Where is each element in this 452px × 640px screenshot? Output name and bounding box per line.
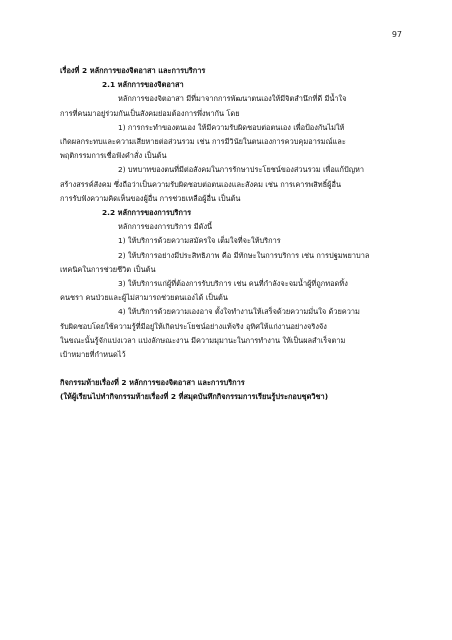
list-item-line: รับผิดชอบโดยใช้ความรู้ที่มีอยู่ให้เกิดประโยชน์อย่างแท้จริง อุทิศให้แก่งานอย่างจริงจัง bbox=[60, 321, 327, 331]
activity-note: (ให้ผู้เรียนไปทำกิจกรรมท้ายเรื่องที่ 2 ที่สมุดบันทึกกิจกรรมการเรียนรู้ประกอบชุดวิชา) bbox=[60, 392, 329, 402]
list-item-line: 2) ให้บริการอย่างมีประสิทธิภาพ คือ มีทักษะในการบริการ เช่น การปฐมพยาบาล bbox=[118, 250, 370, 260]
page-content bbox=[60, 64, 395, 405]
list-item-line: 3) ให้บริการแก่ผู้ที่ต้องการรับบริการ เช่น คนที่กำลังจะจมน้ำผู้ที่ถูกทอดทิ้ง bbox=[118, 279, 348, 289]
list-item-line: เกิดผลกระทบและความเสียหายต่อส่วนรวม เช่น การมีวินัยในตนเองการควบคุมอารมณ์และ bbox=[60, 137, 346, 147]
list-item-line: คนชรา คนป่วยและผู้ไม่สามารถช่วยตนเองได้ เป็นต้น bbox=[60, 293, 228, 303]
subsection-heading-2-2: 2.2 หลักการของการบริการ bbox=[102, 208, 192, 218]
page-number: 97 bbox=[391, 30, 402, 39]
list-item-line: สร้างสรรค์สังคม ซึ่งถือว่าเป็นความรับผิดชอบต่อตนเองและสังคม เช่น การเคารพสิทธิ์ผู้อื่น bbox=[60, 179, 342, 189]
section-title: เรื่องที่ 2 หลักการของจิตอาสา และการบริการ bbox=[60, 66, 206, 75]
list-item-line: 2) บทบาทของตนที่มีต่อสังคมในการรักษาประโยชน์ของส่วนรวม เพื่อแก้ปัญหา bbox=[118, 165, 365, 175]
paragraph-line: หลักการของจิตอาสา มีที่มาจากการพัฒนาตนเองให้มีจิตสำนึกที่ดี มีน้ำใจ bbox=[118, 94, 347, 104]
list-item-line: เป้าหมายที่กำหนดไว้ bbox=[60, 350, 126, 360]
list-item-line: 1) ให้บริการด้วยความสมัครใจ เต็มใจที่จะให้บริการ bbox=[118, 236, 281, 246]
list-item-line: 4) ให้บริการด้วยความเองอาจ ตั้งใจทำงานให้เสร็จด้วยความมั่นใจ ด้วยความ bbox=[118, 307, 360, 317]
spacer bbox=[60, 362, 395, 376]
activity-title: กิจกรรมท้ายเรื่องที่ 2 หลักการของจิตอาสา และการบริการ bbox=[60, 378, 245, 388]
list-item-line: การรับฟังความคิดเห็นของผู้อื่น การช่วยเหลือผู้อื่น เป็นต้น bbox=[60, 193, 241, 203]
list-item-line: เทคนิคในการช่วยชีวิต เป็นต้น bbox=[60, 264, 156, 274]
paragraph-line: หลักการของการบริการ มีดังนี้ bbox=[118, 222, 213, 232]
subsection-heading-2-1: 2.1 หลักการของจิตอาสา bbox=[102, 80, 184, 90]
paragraph-line: การที่คนมาอยู่ร่วมกันเป็นสังคมย่อมต้องการพึ่งพากัน โดย bbox=[60, 108, 240, 118]
list-item-line: 1) การกระทำของตนเอง ให้มีความรับผิดชอบต่อตนเอง เพื่อป้องกันไม่ให้ bbox=[118, 122, 345, 132]
list-item-line: พฤติกรรมการเชื่อฟังคำสั่ง เป็นต้น bbox=[60, 151, 167, 161]
list-item-line: ในขณะนั้นรู้จักแบ่งเวลา แบ่งลักษณะงาน มีความมุมานะในการทำงาน ให้เป็นผลสำเร็จตาม bbox=[60, 335, 346, 345]
